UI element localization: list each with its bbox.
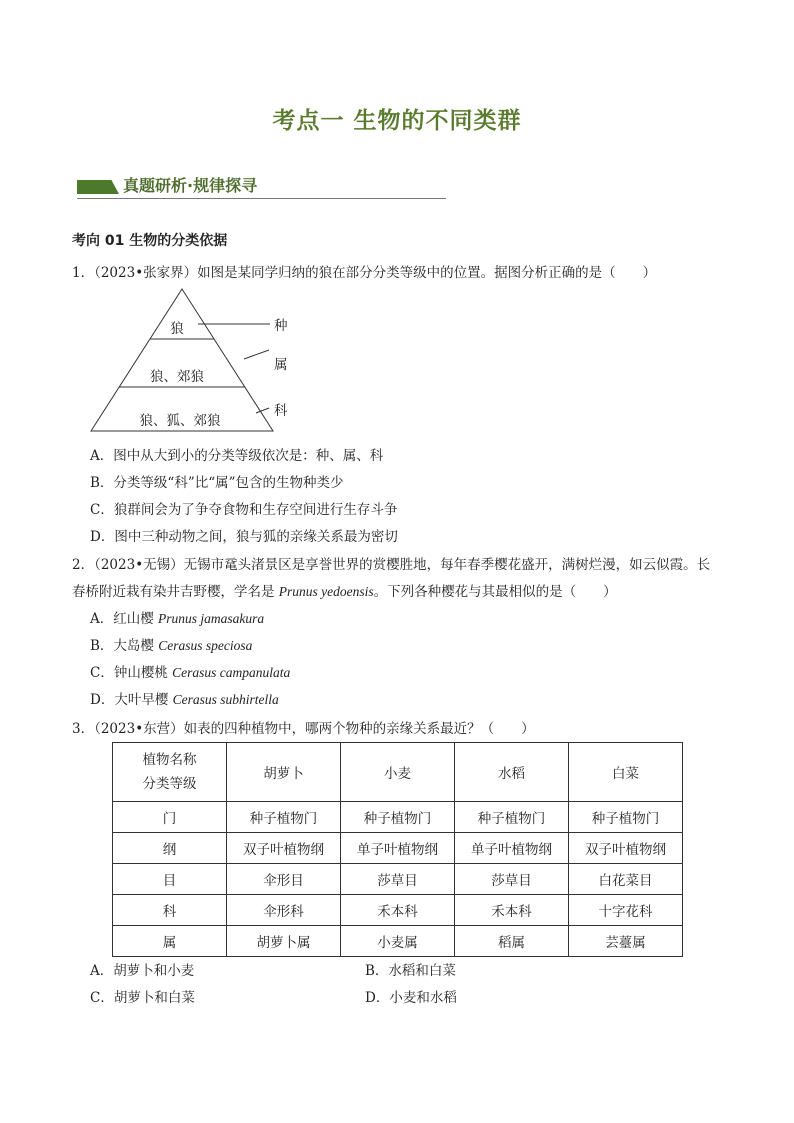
table-rank-cell: 科	[113, 895, 227, 926]
q2-option-label: C．钟山樱桃	[90, 665, 173, 681]
table-cell: 莎草目	[455, 864, 569, 895]
table-cell: 禾本科	[341, 895, 455, 926]
q3-stem: 3．（2023•东营）如表的四种植物中，哪两个物种的亲缘关系最近？（ ）	[72, 721, 535, 737]
q2-option-label: B．大岛樱	[90, 638, 159, 654]
table-cell: 种子植物门	[569, 802, 683, 833]
q2-stem-line1: 2．（2023•无锡）无锡市鼋头渚景区是享誉世界的赏樱胜地，每年春季樱花盛开，满树烂漫，如云似霞。长	[72, 557, 711, 573]
q2-option-latin: Cerasus speciosa	[158, 638, 253, 653]
table-row	[113, 895, 683, 926]
q2-option-latin: Cerasus subhirtella	[172, 692, 279, 707]
q2-option-b[interactable]	[90, 634, 252, 654]
q1-option-a[interactable]: A．图中从大到小的分类等级依次是：种、属、科	[90, 448, 384, 464]
pyramid-diagram	[88, 286, 308, 436]
pointer-line-family	[256, 408, 269, 413]
q2-stem-text: 春桥附近栽有染井吉野樱，学名是	[72, 584, 279, 600]
q3-option-d[interactable]: D．小麦和水稻	[365, 990, 457, 1006]
table-row	[113, 864, 683, 895]
q2-stem-latin-name: Prunus yedoensis	[278, 584, 374, 599]
table-row	[113, 833, 683, 864]
q3-option-a[interactable]: A．胡萝卜和小麦	[90, 963, 195, 979]
pyramid-outline	[91, 289, 273, 431]
pyramid-level-bottom: 狼、狐、郊狼	[139, 413, 221, 429]
section-marker	[77, 180, 119, 194]
q1-option-b[interactable]: B．分类等级“科”比“属”包含的生物种类少	[90, 475, 344, 491]
q3-option-b[interactable]: B．水稻和白菜	[365, 963, 456, 979]
table-row	[113, 802, 683, 833]
corner-label-top: 植物名称	[142, 752, 197, 768]
table-cell: 伞形目	[227, 864, 341, 895]
q2-option-c[interactable]	[90, 661, 290, 681]
table-cell: 种子植物门	[455, 802, 569, 833]
table-cell: 稻属	[455, 926, 569, 957]
q2-option-latin: Prunus jamasakura	[158, 611, 265, 626]
sub-heading: 考向 01 生物的分类依据	[72, 233, 228, 249]
table-column-header: 小麦	[341, 743, 455, 802]
table-column-header: 水稻	[455, 743, 569, 802]
q2-option-label: A．红山樱	[90, 611, 159, 627]
table-cell: 十字花科	[569, 895, 683, 926]
q2-stem-line2	[72, 580, 617, 600]
table-corner-cell	[113, 743, 227, 802]
q1-option-c[interactable]: C．狼群间会为了争夺食物和生存空间进行生存斗争	[90, 502, 398, 518]
table-cell: 小麦属	[341, 926, 455, 957]
rank-label-genus: 属	[274, 357, 288, 373]
page-title: 考点一 生物的不同类群	[272, 108, 522, 134]
q3-option-c[interactable]: C．胡萝卜和白菜	[90, 990, 195, 1006]
table-header-row	[113, 743, 683, 802]
pyramid-level-top: 狼	[170, 321, 184, 337]
q2-option-a[interactable]	[90, 607, 264, 627]
corner-label-bottom: 分类等级	[142, 776, 197, 792]
table-cell: 种子植物门	[227, 802, 341, 833]
table-cell: 双子叶植物纲	[227, 833, 341, 864]
table-cell: 单子叶植物纲	[341, 833, 455, 864]
table-rank-cell: 属	[113, 926, 227, 957]
table-row	[113, 926, 683, 957]
classification-table	[112, 742, 683, 957]
pointer-line-genus	[244, 350, 269, 359]
rank-label-family: 科	[274, 403, 288, 419]
q1-option-d[interactable]: D．图中三种动物之间，狼与狐的亲缘关系最为密切	[90, 529, 398, 545]
table-cell: 禾本科	[455, 895, 569, 926]
q2-option-d[interactable]	[90, 688, 279, 708]
q2-option-latin: Cerasus campanulata	[172, 665, 291, 680]
section-title: 真题研析·规律探寻	[123, 176, 258, 195]
table-cell: 芸薹属	[569, 926, 683, 957]
table-cell: 伞形科	[227, 895, 341, 926]
table-rank-cell: 纲	[113, 833, 227, 864]
table-column-header: 胡萝卜	[227, 743, 341, 802]
table-cell: 白花菜目	[569, 864, 683, 895]
table-cell: 种子植物门	[341, 802, 455, 833]
table-column-header: 白菜	[569, 743, 683, 802]
table-cell: 双子叶植物纲	[569, 833, 683, 864]
table-rank-cell: 门	[113, 802, 227, 833]
table-cell: 单子叶植物纲	[455, 833, 569, 864]
table-rank-cell: 目	[113, 864, 227, 895]
q2-option-label: D．大叶早樱	[90, 692, 173, 708]
table-cell: 胡萝卜属	[227, 926, 341, 957]
rank-label-species: 种	[274, 318, 288, 334]
section-divider	[77, 198, 446, 199]
pyramid-level-middle: 狼、郊狼	[150, 369, 204, 385]
q2-stem-text-end: 。下列各种樱花与其最相似的是（ ）	[373, 584, 617, 600]
table-cell: 莎草目	[341, 864, 455, 895]
q1-stem: 1．（2023•张家界）如图是某同学归纳的狼在部分分类等级中的位置。据图分析正确的是（ ）	[72, 265, 657, 281]
